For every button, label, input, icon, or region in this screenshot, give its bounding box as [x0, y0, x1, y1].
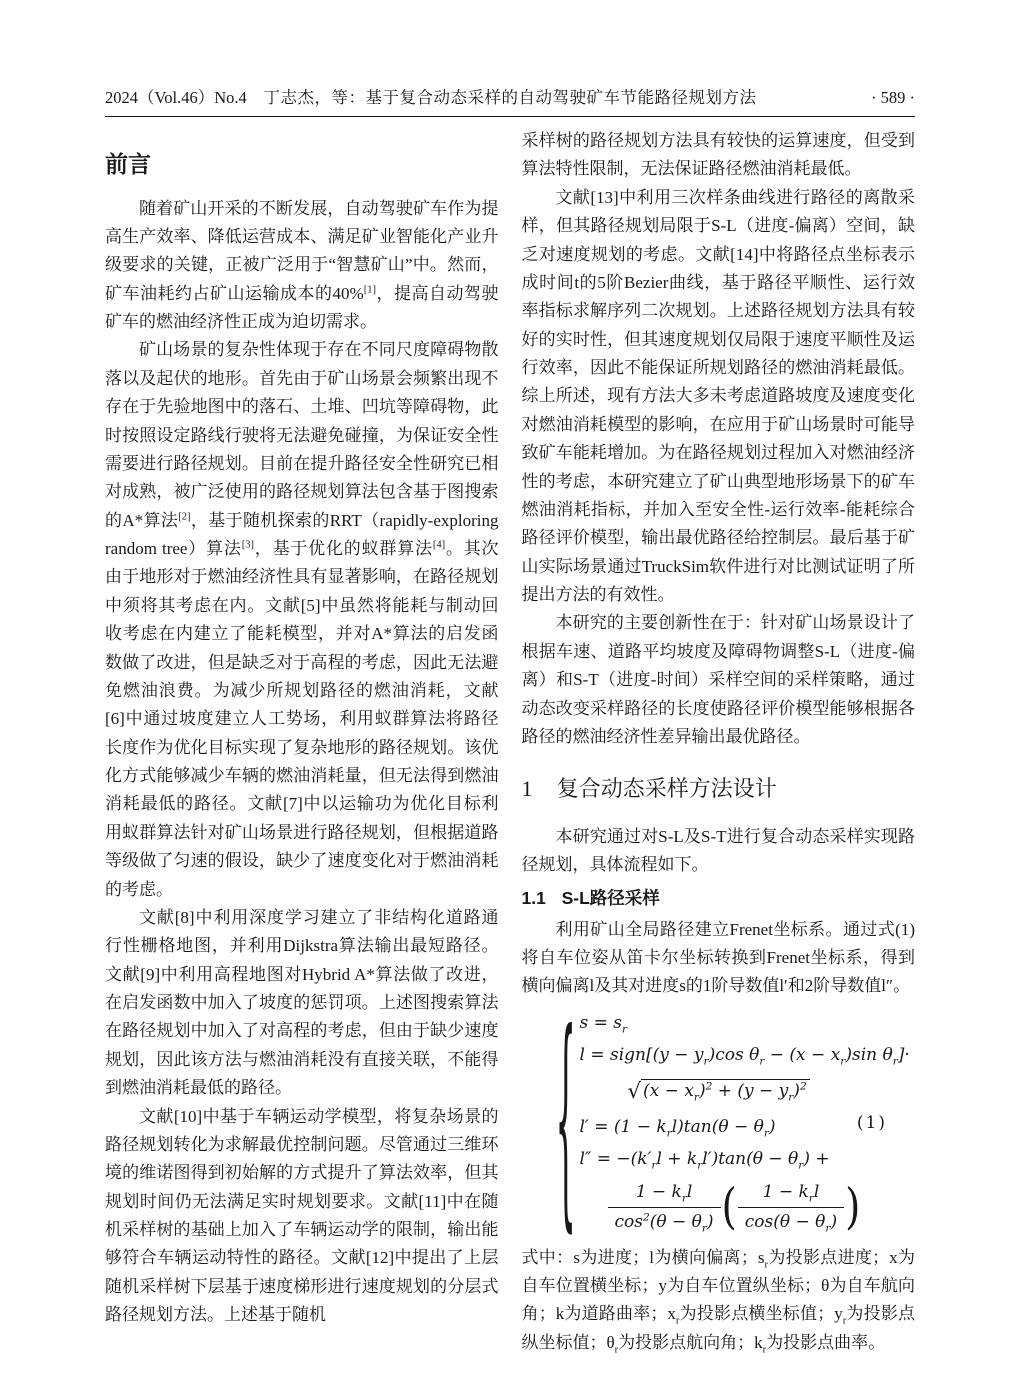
subsection-1-1-heading	[522, 884, 916, 912]
equation-line-s: $s = s_r$	[579, 1012, 628, 1036]
where-paragraph: 式中：s为进度；l为横向偏离；$s_r$为投影点进度；x为自车位置横坐标；y为自车位置纵坐标；θ为自车航向角；k为道路曲率；$x_r$为投影点横坐标值；$y_r$为投影点纵坐标值；$\theta_r$为投影点航向角；$k_r$为投影点曲率。	[521, 1247, 916, 1356]
paragraph-continuation: 采样树的路径规划方法具有较快的运算速度，但受到算法特性限制，无法保证路径燃油消耗最低。	[521, 131, 915, 179]
fraction-denominator: $\cos(\theta - \theta_r)$	[744, 1212, 838, 1235]
fraction-numerator: $1 - k_rl$	[608, 1180, 721, 1209]
equation-line-radical	[580, 1076, 916, 1108]
paragraph: 文献[13]中利用三次样条曲线进行路径的离散采样，但其路径规划局限于S-L（进度-偏离）空间，缺乏对速度规划的考虑。文献[14]中将路径点坐标表示成时间t的5阶Bezier曲线，基于路径平顺性、运行效率指标求解序列二次规划。上述路径规划方法具有较好的实时性，但其速度规划仅局限于速度平顺性及运行效率，因此不能保证所规划路径的燃油消耗最低。综上所述，现有方法大多未考虑道路坡度及速度变化对燃油消耗模型的影响，在应用于矿山场景时可能导致矿车能耗增加。为在路径规划过程加入对燃油经济性的考虑，本研究建立了矿山典型地形场景下的矿车燃油消耗指标，并加入至安全性-运行效率-能耗综合路径评价模型，输出最优路径给控制层。最后基于矿山实际场景通过TruckSim软件进行对比测试证明了所提出方法的有效性。	[521, 187, 915, 604]
subsection-title: S-L路径采样	[561, 887, 660, 908]
left-brace-icon: {	[555, 981, 576, 1255]
fraction-numerator: $1 - k_rl$	[738, 1180, 844, 1209]
equation-1	[522, 981, 916, 1255]
equation-line-l-prime: $l' = (1 - k_rl)\tan(\theta - \theta_r)$	[579, 1116, 776, 1139]
paragraph: 利用矿山全局路径建立Frenet坐标系。通过式(1)将自车位姿从笛卡尔坐标转换到Frenet坐标系，得到横向偏离l及其对进度s的1阶导数值l′和2阶导数值l″。	[521, 919, 915, 996]
radical-sign: √	[627, 1078, 642, 1104]
fraction	[738, 1180, 844, 1236]
section-number: 1	[521, 776, 533, 802]
fraction-denominator: $\cos^2(\theta - \theta_r)$	[614, 1211, 714, 1235]
equation-line-l: l = sign[(y − $y_r)\cos$ $\theta_r - (x - x_r)\sin$ $\theta_r]\cdot$	[579, 1045, 910, 1068]
paragraph: 文献[10]中基于车辆运动学模型，将复杂场景的路径规划转化为求解最优控制问题。尽管通过三维环境的维诺图得到初始解的方式提升了算法效率，但其规划时间仍无法满足实时规划要求。文献[11]中在随机采样树的基础上加入了车辆运动学的限制，输出能够符合车辆运动特性的路径。文献[12]中提出了上层随机采样树下层基于速度梯形进行速度规划的分层式路径规划方法。上述基于随机	[105, 1106, 499, 1325]
paragraph: 文献[8]中利用深度学习建立了非结构化道路通行性栅格地图，并利用Dijkstra算法输出最短路径。文献[9]中利用高程地图对Hybrid A*算法做了改进，在启发函数中加入了坡度的惩罚项。上述图搜索算法在路径规划中加入了对高程的考虑，但由于缺少速度规划，因此该方法与燃油消耗没有直接关联，不能得到燃油消耗最低的路径。	[105, 907, 499, 1098]
intro-heading: 前言	[105, 152, 151, 177]
radicand: $(x - x_r)^2 + (y - y_r)^2$	[641, 1079, 810, 1101]
big-paren-open: (	[721, 1179, 737, 1236]
running-title: 丁志杰，等：基于复合动态采样的自动驾驶矿车节能路径规划方法	[263, 88, 757, 107]
journal-issue: 2024（Vol.46）No.4	[105, 88, 247, 107]
page-number: · 589 ·	[871, 88, 915, 107]
paragraph: 随着矿山开采的不断发展，自动驾驶矿车作为提高生产效率、降低运营成本、满足矿业智能化产业升级要求的关键，正被广泛用于“智慧矿山”中。然而，矿车油耗约占矿山运输成本的40%[1]，提高自动驾驶矿车的燃油经济性正成为迫切需求。	[105, 198, 499, 332]
page-header	[105, 84, 915, 108]
fraction	[608, 1180, 721, 1236]
equation-line-l-double-prime: $l'' = -(k'_rl + k_rl')\tan(\theta - \theta_r)$ +	[579, 1149, 830, 1172]
section-title: 复合动态采样方法设计	[556, 776, 777, 802]
content-columns	[105, 127, 915, 1357]
subsection-number: 1.1	[521, 887, 546, 908]
section-1-heading	[522, 775, 916, 803]
equation-number: (1)	[856, 1112, 887, 1133]
left-column	[105, 127, 499, 1357]
big-paren-close: )	[845, 1179, 861, 1236]
right-column	[522, 127, 916, 1357]
paragraph: 矿山场景的复杂性体现于存在不同尺度障碍物散落以及起伏的地形。首先由于矿山场景会频繁出现不存在于先验地图中的落石、土堆、凹坑等障碍物，此时按照设定路线行驶将无法避免碰撞，为保证安全性需要进行路径规划。目前在提升路径安全性研究已相对成熟，被广泛使用的路径规划算法包含基于图搜索的A*算法[2]，基于随机探索的RRT（rapidly-exploring random tree）算法[3]，基于优化的蚁群算法[4]。其次由于地形对于燃油经济性具有显著影响，在路径规划中须将其考虑在内。文献[5]中虽然将能耗与制动回收考虑在内建立了能耗模型，并对A*算法的启发函数做了改进，但是缺乏对于高程的考虑，因此无法避免燃油浪费。为减少所规划路径的燃油消耗，文献[6]中通过坡度建立人工势场，利用蚁群算法将路径长度作为优化目标实现了复杂地形的路径规划。该优化方式能够减少车辆的燃油消耗量，但无法得到燃油消耗最低的路径。文献[7]中以运输功为优化目标利用蚁群算法针对矿山场景进行路径规划，但根据道路等级做了匀速的假设，缺少了速度变化对于燃油消耗的考虑。	[105, 340, 499, 899]
header-rule	[105, 116, 915, 117]
paragraph: 本研究通过对S-L及S-T进行复合动态采样实现路径规划，具体流程如下。	[521, 826, 915, 875]
equation-line-fractions	[580, 1180, 916, 1236]
paragraph: 本研究的主要创新性在于：针对矿山场景设计了根据车速、道路平均坡度及障碍物调整S-L（进度-偏离）和S-T（进度-时间）采样空间的采样策略，通过动态改变采样路径的长度使路径评价模型能够根据各路径的燃油经济性差异输出最优路径。	[521, 613, 915, 746]
